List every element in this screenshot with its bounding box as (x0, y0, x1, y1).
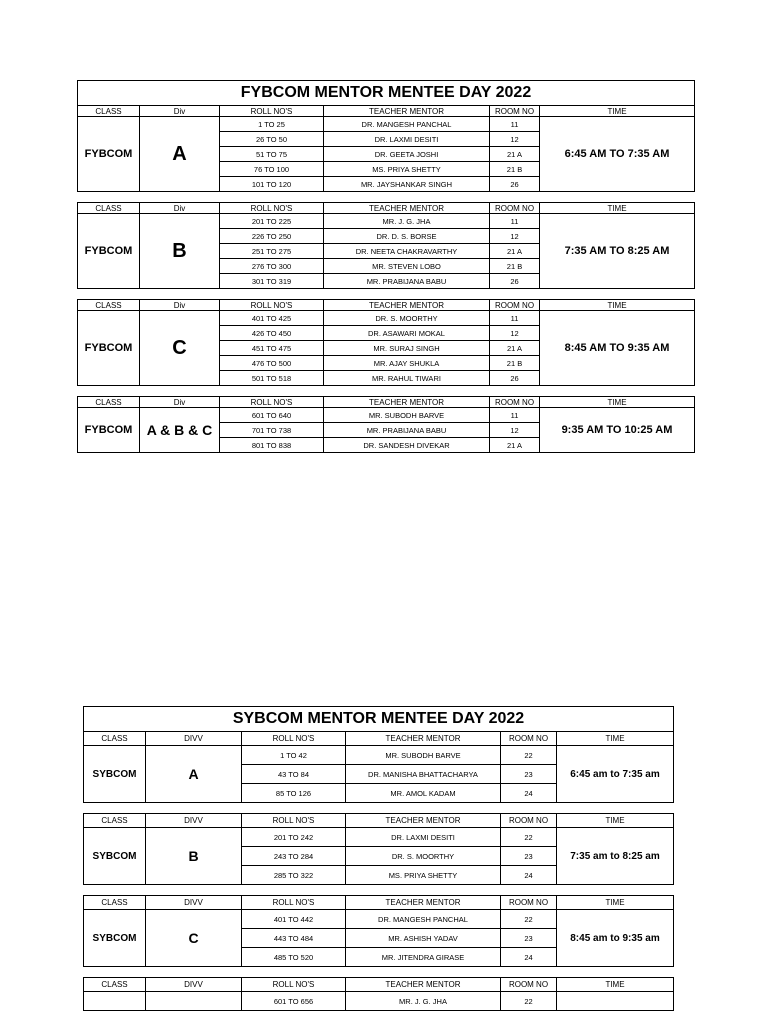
div-cell: C (140, 311, 220, 386)
roll-cell: 601 TO 656 (242, 992, 346, 1011)
room-cell: 24 (501, 948, 557, 967)
table-row (78, 117, 695, 132)
class-cell: FYBCOM (78, 214, 140, 289)
roll-cell: 701 TO 738 (220, 423, 324, 438)
roll-cell: 601 TO 640 (220, 408, 324, 423)
header-div: Div (140, 203, 220, 214)
teacher-cell: MR. SURAJ SINGH (324, 341, 490, 356)
teacher-cell: MR. AMOL KADAM (346, 784, 501, 803)
header-room: ROOM NO (501, 896, 557, 910)
time-cell: 9:35 AM TO 10:25 AM (540, 408, 695, 453)
header-class: CLASS (84, 896, 146, 910)
room-cell: 21 A (490, 341, 540, 356)
header-roll: ROLL NO'S (220, 203, 324, 214)
room-cell: 22 (501, 992, 557, 1011)
header-div: Div (140, 300, 220, 311)
teacher-cell: DR. MANISHA BHATTACHARYA (346, 765, 501, 784)
header-time: TIME (540, 106, 695, 117)
teacher-cell: MR. ASHISH YADAV (346, 929, 501, 948)
div-cell: B (146, 828, 242, 885)
sybcom-table-a (83, 706, 674, 803)
header-teacher: TEACHER MENTOR (346, 978, 501, 992)
roll-cell: 426 TO 450 (220, 326, 324, 341)
header-teacher: TEACHER MENTOR (324, 397, 490, 408)
header-div: Div (140, 106, 220, 117)
header-room: ROOM NO (490, 300, 540, 311)
room-cell: 12 (490, 229, 540, 244)
div-cell: A (146, 746, 242, 803)
teacher-cell: DR. D. S. BORSE (324, 229, 490, 244)
teacher-cell: DR. S. MOORTHY (346, 847, 501, 866)
header-div: DIVV (146, 978, 242, 992)
room-cell: 24 (501, 866, 557, 885)
time-cell: 8:45 AM TO 9:35 AM (540, 311, 695, 386)
fybcom-table-a (77, 80, 695, 192)
roll-cell: 201 TO 225 (220, 214, 324, 229)
roll-cell: 476 TO 500 (220, 356, 324, 371)
header-teacher: TEACHER MENTOR (346, 814, 501, 828)
roll-cell: 401 TO 425 (220, 311, 324, 326)
roll-cell: 301 TO 319 (220, 274, 324, 289)
roll-cell: 76 TO 100 (220, 162, 324, 177)
header-class: CLASS (78, 106, 140, 117)
header-time: TIME (557, 732, 674, 746)
div-cell: A & B & C (140, 408, 220, 453)
header-room: ROOM NO (490, 203, 540, 214)
roll-cell: 1 TO 25 (220, 117, 324, 132)
header-class: CLASS (78, 203, 140, 214)
roll-cell: 276 TO 300 (220, 259, 324, 274)
teacher-cell: DR. SANDESH DIVEKAR (324, 438, 490, 453)
room-cell: 11 (490, 311, 540, 326)
header-div: DIVV (146, 896, 242, 910)
sybcom-table-c (83, 895, 674, 967)
sybcom-schedule (83, 706, 674, 1021)
fybcom-title: FYBCOM MENTOR MENTEE DAY 2022 (78, 81, 695, 106)
room-cell: 21 A (490, 244, 540, 259)
room-cell: 21 A (490, 438, 540, 453)
teacher-cell: MR. J. G. JHA (324, 214, 490, 229)
header-teacher: TEACHER MENTOR (324, 106, 490, 117)
roll-cell: 451 TO 475 (220, 341, 324, 356)
header-class: CLASS (84, 732, 146, 746)
room-cell: 12 (490, 132, 540, 147)
time-cell: 7:35 AM TO 8:25 AM (540, 214, 695, 289)
div-cell: B (140, 214, 220, 289)
room-cell: 21 B (490, 259, 540, 274)
time-cell: 8:45 am to 9:35 am (557, 910, 674, 967)
roll-cell: 285 TO 322 (242, 866, 346, 885)
table-row (78, 214, 695, 229)
header-roll: ROLL NO'S (242, 732, 346, 746)
header-teacher: TEACHER MENTOR (346, 732, 501, 746)
header-room: ROOM NO (501, 814, 557, 828)
teacher-cell: DR. S. MOORTHY (324, 311, 490, 326)
roll-cell: 43 TO 84 (242, 765, 346, 784)
roll-cell: 1 TO 42 (242, 746, 346, 765)
teacher-cell: DR. GEETA JOSHI (324, 147, 490, 162)
class-cell: SYBCOM (84, 910, 146, 967)
room-cell: 22 (501, 828, 557, 847)
header-room: ROOM NO (501, 732, 557, 746)
header-roll: ROLL NO'S (242, 814, 346, 828)
room-cell: 11 (490, 214, 540, 229)
table-row (84, 746, 674, 765)
class-cell: FYBCOM (78, 311, 140, 386)
time-cell: 6:45 AM TO 7:35 AM (540, 117, 695, 192)
header-time: TIME (557, 978, 674, 992)
header-div: Div (140, 397, 220, 408)
div-cell (146, 992, 242, 1011)
header-time: TIME (540, 203, 695, 214)
header-class: CLASS (84, 814, 146, 828)
room-cell: 21 A (490, 147, 540, 162)
teacher-cell: MS. PRIYA SHETTY (346, 866, 501, 885)
roll-cell: 801 TO 838 (220, 438, 324, 453)
header-div: DIVV (146, 732, 242, 746)
room-cell: 11 (490, 117, 540, 132)
teacher-cell: MR. STEVEN LOBO (324, 259, 490, 274)
room-cell: 24 (501, 784, 557, 803)
roll-cell: 226 TO 250 (220, 229, 324, 244)
room-cell: 22 (501, 910, 557, 929)
teacher-cell: MR. AJAY SHUKLA (324, 356, 490, 371)
header-teacher: TEACHER MENTOR (324, 203, 490, 214)
room-cell: 26 (490, 371, 540, 386)
teacher-cell: DR. NEETA CHAKRAVARTHY (324, 244, 490, 259)
header-roll: ROLL NO'S (220, 300, 324, 311)
header-room: ROOM NO (490, 397, 540, 408)
div-cell: A (140, 117, 220, 192)
fybcom-schedule (77, 80, 695, 463)
roll-cell: 51 TO 75 (220, 147, 324, 162)
header-roll: ROLL NO'S (242, 978, 346, 992)
roll-cell: 26 TO 50 (220, 132, 324, 147)
time-cell (557, 992, 674, 1011)
teacher-cell: DR. LAXMI DESITI (324, 132, 490, 147)
table-row (84, 828, 674, 847)
roll-cell: 443 TO 484 (242, 929, 346, 948)
header-teacher: TEACHER MENTOR (324, 300, 490, 311)
roll-cell: 85 TO 126 (242, 784, 346, 803)
header-room: ROOM NO (501, 978, 557, 992)
header-room: ROOM NO (490, 106, 540, 117)
header-roll: ROLL NO'S (220, 397, 324, 408)
teacher-cell: DR. ASAWARI MOKAL (324, 326, 490, 341)
class-cell: SYBCOM (84, 746, 146, 803)
roll-cell: 101 TO 120 (220, 177, 324, 192)
roll-cell: 251 TO 275 (220, 244, 324, 259)
class-cell (84, 992, 146, 1011)
fybcom-table-b (77, 202, 695, 289)
time-cell: 7:35 am to 8:25 am (557, 828, 674, 885)
teacher-cell: MR. RAHUL TIWARI (324, 371, 490, 386)
teacher-cell: DR. MANGESH PANCHAL (324, 117, 490, 132)
teacher-cell: MR. SUBODH BARVE (324, 408, 490, 423)
teacher-cell: MR. JAYSHANKAR SINGH (324, 177, 490, 192)
roll-cell: 201 TO 242 (242, 828, 346, 847)
teacher-cell: MS. PRIYA SHETTY (324, 162, 490, 177)
teacher-cell: MR. SUBODH BARVE (346, 746, 501, 765)
room-cell: 12 (490, 423, 540, 438)
header-roll: ROLL NO'S (220, 106, 324, 117)
sybcom-title: SYBCOM MENTOR MENTEE DAY 2022 (84, 707, 674, 732)
time-cell: 6:45 am to 7:35 am (557, 746, 674, 803)
teacher-cell: DR. LAXMI DESITI (346, 828, 501, 847)
teacher-cell: DR. MANGESH PANCHAL (346, 910, 501, 929)
fybcom-table-c (77, 299, 695, 386)
room-cell: 12 (490, 326, 540, 341)
header-time: TIME (540, 300, 695, 311)
roll-cell: 401 TO 442 (242, 910, 346, 929)
room-cell: 23 (501, 847, 557, 866)
header-class: CLASS (78, 397, 140, 408)
room-cell: 23 (501, 765, 557, 784)
teacher-cell: MR. JITENDRA GIRASE (346, 948, 501, 967)
roll-cell: 243 TO 284 (242, 847, 346, 866)
class-cell: FYBCOM (78, 408, 140, 453)
class-cell: FYBCOM (78, 117, 140, 192)
room-cell: 21 B (490, 356, 540, 371)
header-time: TIME (557, 896, 674, 910)
table-row (78, 408, 695, 423)
header-class: CLASS (78, 300, 140, 311)
fybcom-table-abc (77, 396, 695, 453)
teacher-cell: MR. J. G. JHA (346, 992, 501, 1011)
header-teacher: TEACHER MENTOR (346, 896, 501, 910)
sybcom-table-b (83, 813, 674, 885)
table-row (78, 311, 695, 326)
header-time: TIME (540, 397, 695, 408)
sybcom-table-d (83, 977, 674, 1011)
table-row (84, 992, 674, 1011)
roll-cell: 501 TO 518 (220, 371, 324, 386)
room-cell: 26 (490, 274, 540, 289)
header-div: DIVV (146, 814, 242, 828)
room-cell: 21 B (490, 162, 540, 177)
teacher-cell: MR. PRABIJANA BABU (324, 274, 490, 289)
header-roll: ROLL NO'S (242, 896, 346, 910)
roll-cell: 485 TO 520 (242, 948, 346, 967)
header-time: TIME (557, 814, 674, 828)
div-cell: C (146, 910, 242, 967)
table-row (84, 910, 674, 929)
room-cell: 11 (490, 408, 540, 423)
room-cell: 22 (501, 746, 557, 765)
room-cell: 26 (490, 177, 540, 192)
class-cell: SYBCOM (84, 828, 146, 885)
teacher-cell: MR. PRABIJANA BABU (324, 423, 490, 438)
header-class: CLASS (84, 978, 146, 992)
room-cell: 23 (501, 929, 557, 948)
